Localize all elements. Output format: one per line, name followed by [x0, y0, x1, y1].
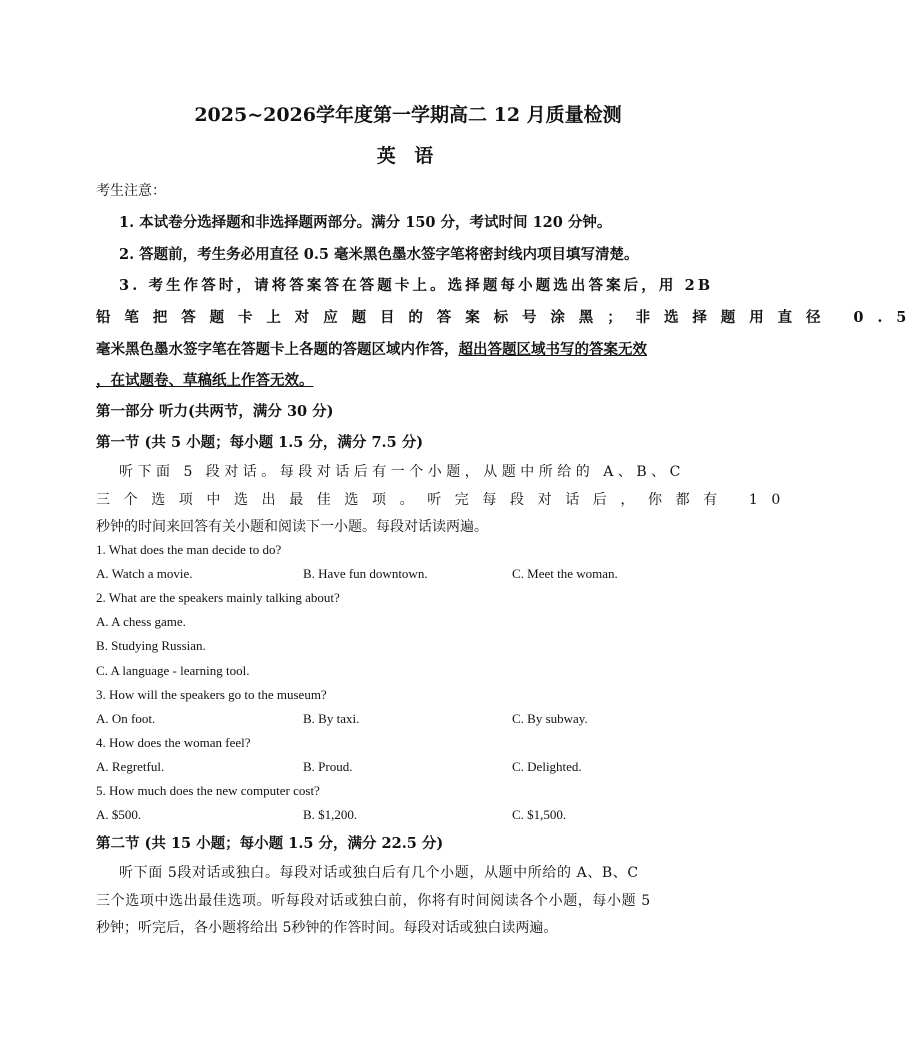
- question-5-option-c: C. $1,500.: [512, 807, 567, 822]
- question-5: 5. How much does the new computer cost?: [96, 783, 320, 798]
- question-2-option-c: C. A language - learning tool.: [96, 663, 250, 678]
- notice-heading: 考生注意：: [96, 183, 166, 199]
- section1-instruction-line-1: 听下面 5 段对话。每段对话后有一个小题，从题中所给的 A、B、C: [119, 464, 685, 480]
- section1-instruction-line-3: 秒钟的时间来回答有关小题和阅读下一小题。每段对话读两遍。: [96, 519, 488, 535]
- question-2: 2. What are the speakers mainly talking about?: [96, 590, 340, 605]
- section1-instruction-line-2: 三个选项中选出最佳选项。听完每段对话后，你都有 10: [96, 492, 794, 508]
- question-5-option-b: B. $1,200.: [303, 807, 358, 822]
- question-5-option-a: A. $500.: [96, 807, 142, 822]
- notice-item-3-line-1: [119, 274, 720, 295]
- notice-item-2: 2. 答题前，考生务必用直径 0.5 毫米黑色墨水签字笔将密封线内项目填写清楚。: [119, 246, 639, 263]
- question-3-option-b: B. By taxi.: [303, 711, 360, 726]
- question-4: 4. How does the woman feel?: [96, 735, 251, 750]
- question-1-option-a: A. Watch a movie.: [96, 566, 193, 581]
- section2-instruction-line-1: 听下面 5段对话或独白。每段对话或独白后有几个小题，从题中所给的 A、B、C: [119, 865, 639, 881]
- question-2-option-b: B. Studying Russian.: [96, 638, 206, 653]
- question-1-option-c: C. Meet the woman.: [512, 566, 618, 581]
- notice-item-1: 1. 本试卷分选择题和非选择题两部分。满分 150 分，考试时间 120 分钟。: [119, 214, 612, 231]
- question-3-option-c: C. By subway.: [512, 711, 588, 726]
- notice-item-3-line-3: [96, 338, 647, 359]
- notice-item-3-underlined-text: 超出答题区域书写的答案无效: [458, 341, 647, 358]
- notice-item-3-text: 3. 考生作答时，请将答案答在答题卡上。选择题每小题选出答案后，用 2B: [119, 277, 714, 294]
- section2-instruction-line-2: 三个选项中选出最佳选项。听每段对话或独白前，你将有时间阅读各个小题，每小题 5: [96, 893, 651, 909]
- exam-title: 2025~2026学年度第一学期高二 12 月质量检测: [194, 104, 622, 126]
- question-4-option-a: A. Regretful.: [96, 759, 165, 774]
- part1-heading: 第一部分 听力(共两节，满分 30 分): [96, 403, 334, 420]
- question-3: 3. How will the speakers go to the museum?: [96, 687, 327, 702]
- question-4-option-b: B. Proud.: [303, 759, 353, 774]
- section1-heading: 第一节 (共 5 小题；每小题 1.5 分，满分 7.5 分): [96, 434, 424, 451]
- notice-item-3-line-3-text: 毫米黑色墨水签字笔在答题卡上各题的答题区域内作答，: [96, 341, 459, 358]
- question-2-option-a: A. A chess game.: [96, 614, 186, 629]
- section2-heading: 第二节 (共 15 小题；每小题 1.5 分，满分 22.5 分): [96, 835, 444, 852]
- question-1-option-b: B. Have fun downtown.: [303, 566, 428, 581]
- subject-title: 英 语: [376, 145, 440, 167]
- notice-item-3-line-4: ，在试题卷、草稿纸上作答无效。: [96, 372, 314, 389]
- question-1: 1. What does the man decide to do?: [96, 542, 282, 557]
- question-3-option-a: A. On foot.: [96, 711, 156, 726]
- question-4-option-c: C. Delighted.: [512, 759, 582, 774]
- notice-item-3-line-2: 铅笔把答题卡上对应题目的答案标号涂黑；非选择题用直径 0.5: [96, 309, 920, 326]
- section2-instruction-line-3: 秒钟；听完后，各小题将给出 5秒钟的作答时间。每段对话或独白读两遍。: [96, 920, 558, 936]
